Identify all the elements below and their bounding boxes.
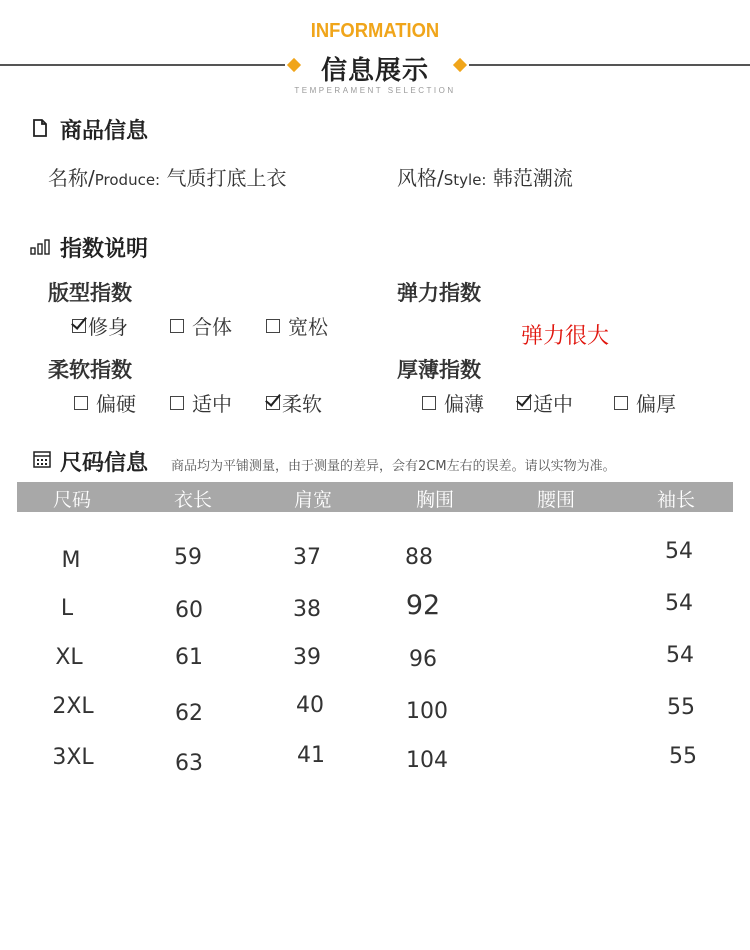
- table-cell-shoulder: 40: [296, 693, 324, 718]
- option-label: 合体: [192, 315, 232, 339]
- checkbox[interactable]: [422, 396, 436, 410]
- fit-option-regular[interactable]: [170, 311, 232, 340]
- table-cell-chest: 104: [406, 748, 448, 773]
- section-title-product: 商品信息: [60, 119, 149, 144]
- table-cell-length: 61: [175, 645, 203, 670]
- option-label: 偏薄: [444, 392, 484, 416]
- section-title-index: 指数说明: [60, 237, 149, 262]
- calendar-grid-icon: [33, 450, 51, 472]
- size-note: 商品均为平铺测量，由于测量的差异，会有2CM左右的误差。请以实物为准。: [171, 459, 616, 474]
- header-title-en: INFORMATION: [310, 20, 440, 42]
- product-name-value: 气质打底上衣: [166, 166, 287, 190]
- option-label: 适中: [533, 392, 573, 416]
- product-name-row: [48, 162, 286, 191]
- checkbox-checked[interactable]: [266, 396, 280, 410]
- checkbox[interactable]: [614, 396, 628, 410]
- elasticity-note: 弹力很大: [521, 324, 610, 349]
- fit-option-loose[interactable]: [266, 311, 328, 340]
- table-cell-length: 63: [175, 751, 203, 776]
- column-header-length: 衣长: [173, 489, 212, 511]
- header-title-cn: 信息展示: [320, 56, 429, 86]
- table-cell-size: L: [60, 596, 74, 621]
- elasticity-index-title: 弹力指数: [397, 281, 481, 305]
- table-cell-sleeve: 55: [669, 744, 697, 769]
- column-header-shoulder: 肩宽: [293, 489, 332, 511]
- table-cell-sleeve: 54: [665, 539, 693, 564]
- table-cell-chest: 92: [405, 590, 441, 621]
- softness-option-hard[interactable]: [74, 388, 136, 417]
- product-style-value: 韩范潮流: [492, 166, 573, 190]
- checkbox-checked[interactable]: [517, 396, 531, 410]
- column-header-size: 尺码: [52, 489, 91, 511]
- table-cell-chest: 88: [405, 545, 433, 570]
- header-subtitle: TEMPERAMENT SELECTION: [294, 86, 456, 95]
- table-cell-length: 62: [175, 701, 203, 726]
- table-cell-size: M: [61, 548, 81, 573]
- column-header-sleeve: 袖长: [656, 489, 695, 511]
- table-cell-chest: 100: [406, 699, 448, 724]
- column-header-chest: 胸围: [415, 489, 454, 511]
- table-cell-length: 59: [174, 545, 202, 570]
- fit-index-title: 版型指数: [48, 281, 132, 305]
- thickness-index-title: 厚薄指数: [397, 358, 481, 382]
- checkbox[interactable]: [74, 396, 88, 410]
- bar-chart-icon: [30, 239, 50, 259]
- product-style-row: [397, 162, 573, 191]
- product-style-label-cn: 风格/: [397, 166, 444, 190]
- table-cell-length: 60: [175, 598, 203, 623]
- fit-option-slim[interactable]: [72, 311, 128, 340]
- table-cell-sleeve: 54: [666, 643, 694, 668]
- size-table-header: [17, 482, 733, 512]
- softness-option-soft[interactable]: [266, 388, 322, 417]
- checkbox[interactable]: [266, 319, 280, 333]
- option-label: 修身: [88, 315, 128, 339]
- option-label: 适中: [192, 392, 232, 416]
- option-label: 柔软: [282, 392, 322, 416]
- header-divider-right: [469, 64, 750, 66]
- table-cell-size: 2XL: [52, 694, 94, 719]
- checkbox-checked[interactable]: [72, 319, 86, 333]
- option-label: 宽松: [288, 315, 328, 339]
- softness-index-title: 柔软指数: [48, 358, 132, 382]
- product-style-label-en: Style:: [443, 171, 487, 189]
- option-label: 偏硬: [96, 392, 136, 416]
- thickness-option-thin[interactable]: [422, 388, 484, 417]
- section-title-size: 尺码信息: [60, 451, 149, 476]
- table-cell-sleeve: 54: [665, 591, 693, 616]
- thickness-option-thick[interactable]: [614, 388, 676, 417]
- checkbox[interactable]: [170, 396, 184, 410]
- thickness-option-medium[interactable]: [517, 388, 573, 417]
- softness-option-medium[interactable]: [170, 388, 232, 417]
- product-name-label-cn: 名称/: [48, 166, 95, 190]
- column-header-waist: 腰围: [536, 489, 575, 511]
- table-cell-shoulder: 41: [297, 743, 325, 768]
- document-icon: [32, 119, 48, 141]
- table-cell-size: 3XL: [52, 745, 94, 770]
- table-cell-chest: 96: [409, 647, 437, 672]
- table-cell-size: XL: [55, 645, 83, 670]
- checkbox[interactable]: [170, 319, 184, 333]
- table-cell-shoulder: 39: [293, 645, 321, 670]
- table-cell-shoulder: 37: [293, 545, 321, 570]
- product-name-label-en: Produce:: [94, 171, 161, 189]
- table-cell-sleeve: 55: [667, 695, 695, 720]
- option-label: 偏厚: [636, 392, 676, 416]
- table-cell-shoulder: 38: [293, 597, 321, 622]
